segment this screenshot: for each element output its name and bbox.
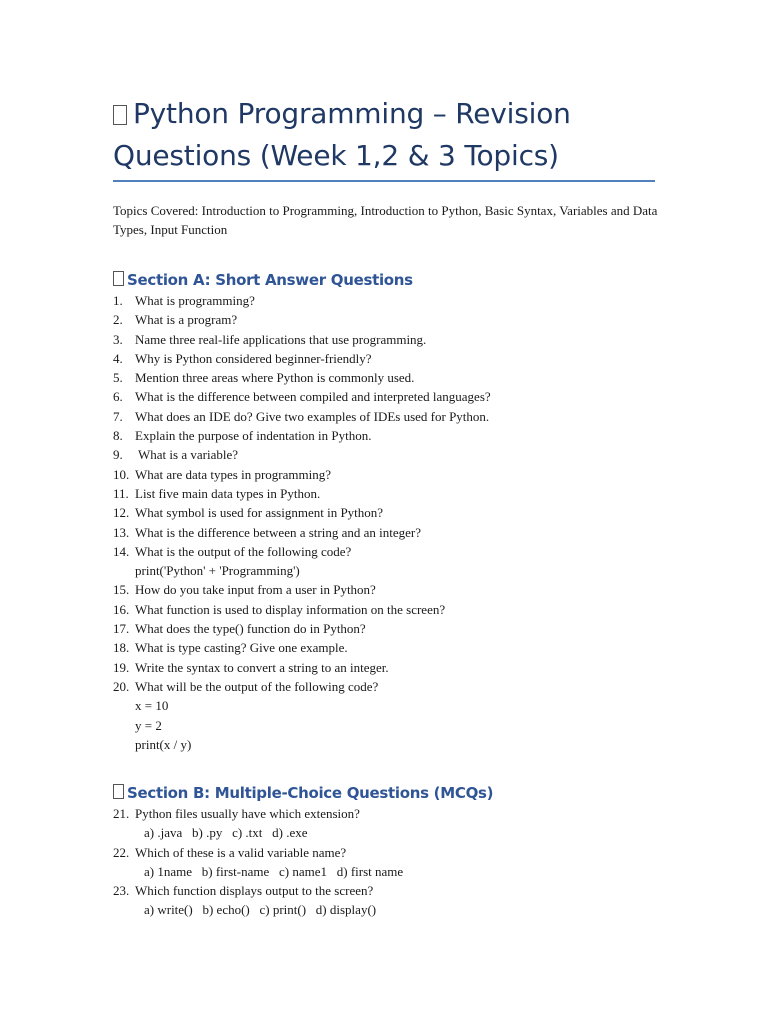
question-row <box>113 407 673 426</box>
question-text: What does the type() function do in Python? <box>135 621 366 637</box>
question-row <box>113 658 673 677</box>
question-row <box>113 619 673 638</box>
section-b-heading-text: Section B: Multiple-Choice Questions (MCQs) <box>127 784 494 802</box>
question-row <box>113 580 673 599</box>
code-line: print(x / y) <box>135 736 192 752</box>
question-item <box>113 619 673 638</box>
question-item <box>113 843 673 882</box>
question-item <box>113 387 673 406</box>
question-text: Which of these is a valid variable name? <box>135 844 347 860</box>
question-number: 10. <box>113 466 130 482</box>
section-a-question-list <box>113 291 673 754</box>
question-number: 12. <box>113 505 130 521</box>
section-b-heading <box>113 784 493 802</box>
question-item <box>113 658 673 677</box>
question-number: 13. <box>113 524 130 540</box>
question-number: 14. <box>113 543 130 559</box>
question-text: What is type casting? Give one example. <box>135 640 348 656</box>
question-row <box>113 368 673 387</box>
code-line: y = 2 <box>135 717 162 733</box>
question-text: Mention three areas where Python is commonly used. <box>135 370 415 386</box>
question-row <box>113 445 673 464</box>
title-underline <box>113 180 655 182</box>
question-item <box>113 484 673 503</box>
question-item <box>113 310 673 329</box>
question-row <box>113 503 673 522</box>
question-row <box>113 804 673 823</box>
question-item <box>113 291 673 310</box>
question-row <box>113 484 673 503</box>
question-item <box>113 330 673 349</box>
question-item <box>113 445 673 464</box>
question-row <box>113 330 673 349</box>
question-text: What function is used to display information on the screen? <box>135 601 446 617</box>
question-number: 3. <box>113 331 123 347</box>
question-text: Which function displays output to the screen? <box>135 883 374 899</box>
question-number: 18. <box>113 640 130 656</box>
section-b-question-list <box>113 804 673 920</box>
question-number: 8. <box>113 428 123 444</box>
question-text: What is programming? <box>135 293 255 308</box>
question-row <box>113 426 673 445</box>
question-text: What are data types in programming? <box>135 466 332 482</box>
question-row <box>113 600 673 619</box>
question-text: Python files usually have which extension? <box>135 806 360 821</box>
question-item <box>113 542 673 581</box>
answer-options: a) write() b) echo() c) print() d) display() <box>144 902 377 918</box>
question-row <box>113 523 673 542</box>
question-number: 11. <box>113 485 129 501</box>
question-item <box>113 580 673 599</box>
question-row <box>113 465 673 484</box>
question-row <box>113 881 673 900</box>
question-item <box>113 407 673 426</box>
missing-glyph-icon <box>113 105 127 125</box>
question-number: 4. <box>113 350 123 366</box>
question-text: What does an IDE do? Give two examples of IDEs used for Python. <box>135 408 490 424</box>
question-text: What will be the output of the following code? <box>135 678 379 694</box>
section-a-heading-text: Section A: Short Answer Questions <box>127 271 413 289</box>
question-number: 16. <box>113 601 130 617</box>
question-number: 9. <box>113 447 123 463</box>
question-text: Write the syntax to convert a string to an integer. <box>135 659 389 675</box>
question-item <box>113 465 673 484</box>
question-text: What is the output of the following code? <box>135 543 352 559</box>
question-number: 2. <box>113 312 123 328</box>
question-number: 5. <box>113 370 123 386</box>
question-row <box>113 387 673 406</box>
section-a-heading <box>113 271 413 289</box>
question-text: Why is Python considered beginner-friendly? <box>135 350 372 366</box>
code-line: x = 10 <box>135 698 169 714</box>
answer-options: a) 1name b) first-name c) name1 d) first name <box>144 863 404 879</box>
question-row <box>113 349 673 368</box>
topics-covered: Topics Covered: Introduction to Programming, Introduction to Python, Basic Syntax, Variables and Data Types, Input Function <box>113 203 658 237</box>
document-title-text: Python Programming – Revision Questions (Week 1,2 & 3 Topics) <box>113 97 571 172</box>
answer-options: a) .java b) .py c) .txt d) .exe <box>144 825 308 841</box>
question-item <box>113 368 673 387</box>
question-text: What is the difference between compiled and interpreted languages? <box>135 389 491 405</box>
question-item <box>113 600 673 619</box>
question-text: What is a program? <box>135 312 238 328</box>
question-row <box>113 310 673 329</box>
question-number: 15. <box>113 582 130 598</box>
question-row <box>113 638 673 657</box>
question-text: What is a variable? <box>135 447 238 463</box>
question-item <box>113 677 673 754</box>
question-item <box>113 881 673 920</box>
question-text: Name three real-life applications that use programming. <box>135 331 427 347</box>
question-number: 17. <box>113 621 130 637</box>
question-item <box>113 523 673 542</box>
question-number: 7. <box>113 408 123 424</box>
question-item <box>113 638 673 657</box>
question-number: 21. <box>113 806 130 821</box>
document-title <box>113 93 658 177</box>
question-number: 22. <box>113 844 130 860</box>
question-number: 23. <box>113 883 130 899</box>
question-text: Explain the purpose of indentation in Python. <box>135 428 372 444</box>
question-row <box>113 677 673 696</box>
code-line: print('Python' + 'Programming') <box>135 563 300 579</box>
question-row <box>113 542 673 561</box>
question-item <box>113 804 673 843</box>
question-item <box>113 349 673 368</box>
question-row <box>113 291 673 310</box>
question-text: What is the difference between a string and an integer? <box>135 524 421 540</box>
question-row <box>113 843 673 862</box>
question-text: List five main data types in Python. <box>135 485 321 501</box>
question-item <box>113 503 673 522</box>
question-text: What symbol is used for assignment in Python? <box>135 505 384 521</box>
question-text: How do you take input from a user in Python? <box>135 582 376 598</box>
missing-glyph-icon <box>113 784 124 799</box>
question-number: 1. <box>113 293 123 308</box>
question-number: 6. <box>113 389 123 405</box>
question-number: 19. <box>113 659 130 675</box>
missing-glyph-icon <box>113 271 124 286</box>
question-item <box>113 426 673 445</box>
question-number: 20. <box>113 678 130 694</box>
